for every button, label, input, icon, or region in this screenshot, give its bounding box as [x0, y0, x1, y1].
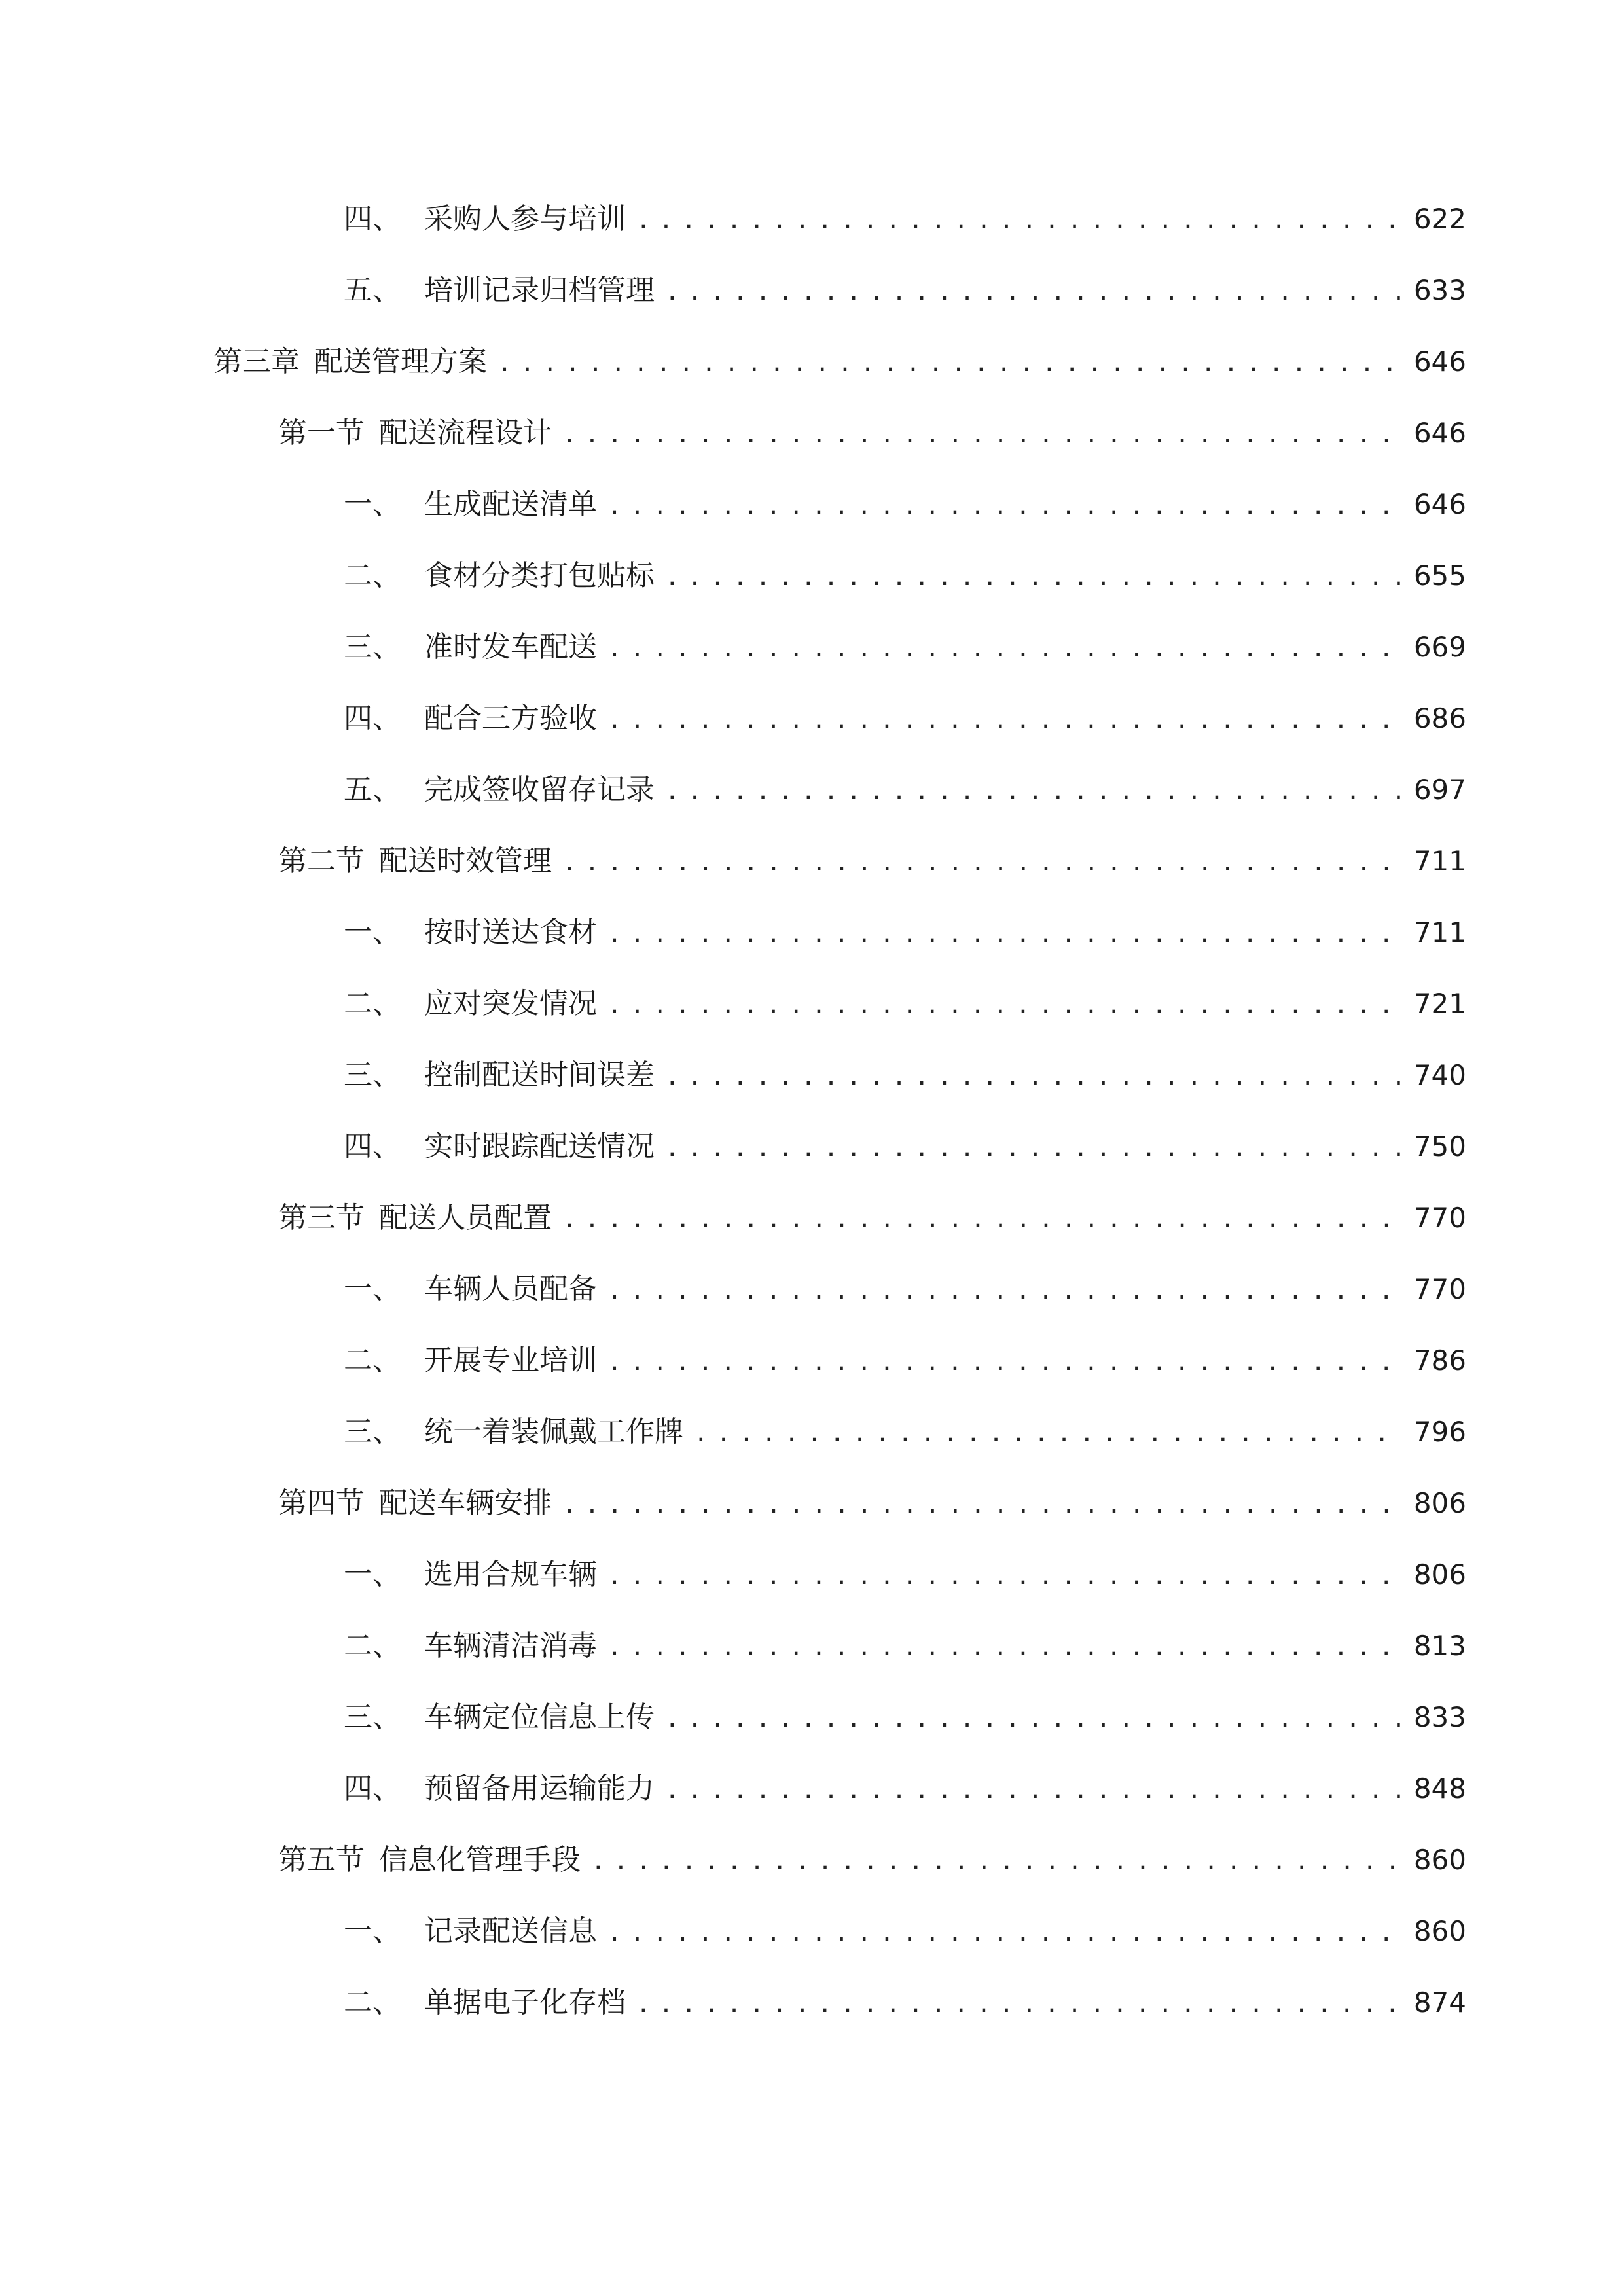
toc-entry-number: 三、 [344, 630, 401, 664]
toc-dot-leader [665, 1122, 1403, 1175]
toc-dot-leader [607, 1336, 1403, 1389]
toc-page-number: 813 [1413, 1630, 1466, 1662]
toc-entry-number: 二、 [344, 1629, 401, 1662]
toc-entry-title: 应对突发情况 [424, 987, 597, 1020]
toc-entry-title: 食材分类打包贴标 [424, 559, 655, 592]
toc-entry-number: 二、 [344, 1986, 401, 2019]
toc-entry-number: 三、 [344, 1700, 401, 1734]
toc-entry[interactable] [344, 1549, 1466, 1601]
toc-entry-number: 三、 [344, 1058, 401, 1092]
toc-dot-leader [665, 766, 1403, 818]
toc-entry-number: 一、 [344, 488, 401, 521]
toc-page-number: 711 [1413, 845, 1466, 877]
toc-entry-number: 第一节 [278, 416, 365, 450]
toc-entry-title: 准时发车配送 [424, 630, 597, 664]
toc-page-number: 646 [1413, 488, 1466, 520]
toc-entry[interactable] [344, 1263, 1466, 1316]
toc-entry-title: 统一着装佩戴工作牌 [424, 1415, 683, 1448]
toc-entry-number: 五、 [344, 274, 401, 307]
toc-entry-title: 配合三方验收 [424, 702, 597, 735]
toc-dot-leader [607, 1551, 1403, 1603]
toc-entry-title: 开展专业培训 [424, 1344, 597, 1377]
toc-dot-leader [665, 1765, 1403, 1817]
toc-page-number: 686 [1413, 702, 1466, 734]
toc-dot-leader [607, 1265, 1403, 1318]
toc-page-number: 697 [1413, 774, 1466, 806]
toc-entry[interactable] [344, 1977, 1466, 2029]
toc-page-number: 750 [1413, 1130, 1466, 1162]
toc-dot-leader [665, 266, 1403, 319]
toc-page-number: 770 [1413, 1273, 1466, 1305]
toc-dot-leader [562, 1479, 1403, 1532]
toc-page-number: 721 [1413, 988, 1466, 1020]
toc-dot-leader [694, 1408, 1403, 1460]
toc-page-number: 740 [1413, 1059, 1466, 1091]
toc-entry-title: 培训记录归档管理 [424, 274, 655, 307]
toc-entry-number: 二、 [344, 559, 401, 592]
toc-dot-leader [607, 908, 1403, 961]
toc-page-number: 669 [1413, 631, 1466, 663]
toc-entry-title: 配送管理方案 [314, 345, 487, 378]
toc-entry-title: 选用合规车辆 [424, 1558, 597, 1591]
toc-entry-title: 配送流程设计 [379, 416, 552, 450]
toc-entry-title: 车辆清洁消毒 [424, 1629, 597, 1662]
toc-page-number: 848 [1413, 1772, 1466, 1804]
toc-entry[interactable] [344, 264, 1466, 317]
toc-section-entry[interactable] [278, 407, 1466, 459]
toc-page-number: 655 [1413, 560, 1466, 592]
toc-entry[interactable] [344, 1620, 1466, 1672]
toc-page-number: 622 [1413, 203, 1466, 235]
toc-page-number: 786 [1413, 1344, 1466, 1376]
toc-entry[interactable] [344, 1121, 1466, 1173]
toc-entry-number: 第四节 [278, 1486, 365, 1520]
toc-dot-leader [591, 1836, 1403, 1888]
toc-page-number: 833 [1413, 1701, 1466, 1733]
toc-entry-title: 信息化管理手段 [379, 1843, 581, 1876]
toc-entry-title: 预留备用运输能力 [424, 1772, 655, 1805]
toc-entry[interactable] [344, 692, 1466, 745]
toc-dot-leader [665, 552, 1403, 604]
toc-page-number: 633 [1413, 274, 1466, 306]
toc-dot-leader [562, 409, 1403, 461]
toc-page-number: 711 [1413, 916, 1466, 948]
toc-page-number: 646 [1413, 346, 1466, 378]
toc-entry[interactable] [344, 1763, 1466, 1815]
toc-dot-leader [607, 623, 1403, 675]
toc-dot-leader [607, 980, 1403, 1032]
toc-entry-title: 完成签收留存记录 [424, 773, 655, 806]
toc-entry[interactable] [344, 978, 1466, 1030]
toc-entry-number: 一、 [344, 1272, 401, 1306]
toc-entry[interactable] [344, 193, 1466, 245]
toc-section-entry[interactable] [278, 835, 1466, 888]
toc-page-number: 796 [1413, 1416, 1466, 1448]
toc-dot-leader [636, 1979, 1403, 2031]
toc-entry[interactable] [344, 478, 1466, 531]
toc-dot-leader [562, 837, 1403, 889]
toc-dot-leader [665, 1693, 1403, 1746]
toc-entry-title: 单据电子化存档 [424, 1986, 626, 2019]
toc-page-number: 860 [1413, 1844, 1466, 1876]
toc-entry-title: 车辆定位信息上传 [424, 1700, 655, 1734]
toc-entry-title: 记录配送信息 [424, 1914, 597, 1948]
toc-entry-number: 一、 [344, 1558, 401, 1591]
toc-dot-leader [607, 480, 1403, 533]
toc-entry-number: 四、 [344, 702, 401, 735]
toc-entry-title: 控制配送时间误差 [424, 1058, 655, 1092]
toc-entry-number: 第三章 [213, 345, 300, 378]
toc-entry-title: 车辆人员配备 [424, 1272, 597, 1306]
toc-entry-title: 采购人参与培训 [424, 202, 626, 236]
toc-entry-number: 四、 [344, 1772, 401, 1805]
toc-entry-number: 二、 [344, 1344, 401, 1377]
toc-entry[interactable] [344, 621, 1466, 673]
toc-page-number: 874 [1413, 1986, 1466, 2018]
toc-dot-leader [607, 694, 1403, 747]
toc-entry-number: 二、 [344, 987, 401, 1020]
toc-entry[interactable] [344, 1049, 1466, 1102]
toc-entry-number: 四、 [344, 1130, 401, 1163]
toc-entry-number: 第三节 [278, 1201, 365, 1234]
toc-entry-title: 配送人员配置 [379, 1201, 552, 1234]
toc-entry-title: 配送时效管理 [379, 844, 552, 878]
toc-entry-number: 第五节 [278, 1843, 365, 1876]
toc-entry-title: 生成配送清单 [424, 488, 597, 521]
toc-entry-number: 一、 [344, 1914, 401, 1948]
toc-page-number: 860 [1413, 1915, 1466, 1947]
toc-page-number: 806 [1413, 1558, 1466, 1590]
toc-section-entry[interactable] [278, 1834, 1466, 1886]
toc-dot-leader [607, 1622, 1403, 1674]
toc-page-number: 646 [1413, 417, 1466, 449]
toc-dot-leader [562, 1194, 1403, 1246]
toc-entry[interactable] [344, 764, 1466, 816]
toc-entry[interactable] [344, 1406, 1466, 1458]
toc-entry-number: 四、 [344, 202, 401, 236]
toc-section-entry[interactable] [278, 1192, 1466, 1244]
toc-entry[interactable] [344, 906, 1466, 959]
toc-page-number: 770 [1413, 1202, 1466, 1234]
toc-entry-number: 第二节 [278, 844, 365, 878]
toc-entry-title: 配送车辆安排 [379, 1486, 552, 1520]
toc-entry-number: 五、 [344, 773, 401, 806]
toc-entry[interactable] [344, 1335, 1466, 1387]
toc-section-entry[interactable] [278, 1477, 1466, 1530]
toc-chapter-entry[interactable] [213, 336, 1466, 388]
toc-entry-number: 一、 [344, 916, 401, 949]
toc-entry[interactable] [344, 1905, 1466, 1958]
toc-entry[interactable] [344, 1691, 1466, 1744]
toc-entry-number: 三、 [344, 1415, 401, 1448]
toc-dot-leader [497, 338, 1403, 390]
toc-entry[interactable] [344, 550, 1466, 602]
toc-page-number: 806 [1413, 1487, 1466, 1519]
toc-dot-leader [636, 195, 1403, 247]
toc-dot-leader [607, 1907, 1403, 1960]
toc-dot-leader [665, 1051, 1403, 1103]
toc-entry-title: 按时送达食材 [424, 916, 597, 949]
toc-entry-title: 实时跟踪配送情况 [424, 1130, 655, 1163]
